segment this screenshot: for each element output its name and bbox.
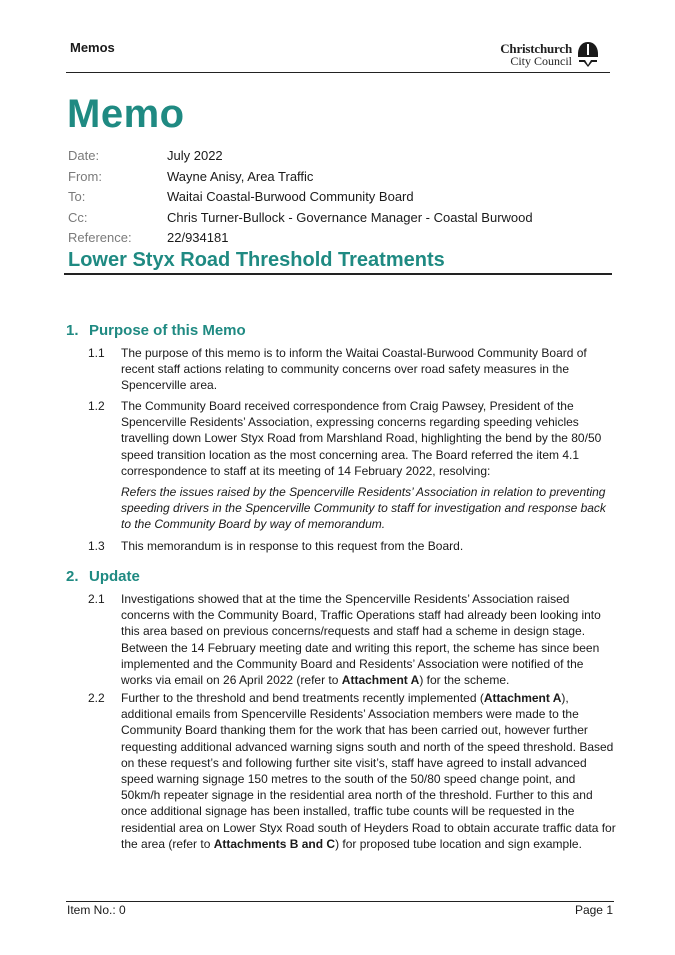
paragraph-number: 2.1 — [88, 592, 105, 606]
meta-row-from — [68, 167, 533, 188]
meta-label: Date: — [68, 148, 100, 163]
meta-value: Chris Turner-Bullock - Governance Manager - Coastal Burwood — [167, 209, 533, 225]
paragraph-text — [121, 690, 616, 852]
memo-heading: Memo — [67, 92, 185, 136]
paragraph-number: 2.2 — [88, 691, 105, 705]
section-number: 2. — [66, 568, 79, 585]
text-run: Investigations showed that at the time the Spencerville Residents’ Association raised concerns with the Community Board, Traffic Operations staff had already been looking into this area based on previous concerns/requests and staff had a scheme in design stage. Between the 14 February meeting date and writing this report, the scheme has since been implemented and the Community Board and Residents’ Association were notified of the works via email on 26 April 2022 (refer to — [121, 592, 601, 688]
paragraph-1-1 — [88, 345, 616, 394]
logo-line1: Christchurch — [500, 41, 572, 56]
section-heading-purpose — [66, 322, 246, 339]
footer-page-number: Page 1 — [574, 903, 613, 917]
meta-row-date — [68, 146, 533, 167]
paragraph-text: The purpose of this memo is to inform the Waitai Coastal-Burwood Community Board of recent staff actions relating to community concerns over road safety measures in the Spencerville area. — [121, 346, 587, 393]
paragraph-text: This memorandum is in response to this request from the Board. — [121, 539, 464, 553]
logo-line2: City Council — [510, 54, 572, 68]
paragraph-2-1 — [88, 591, 616, 688]
paragraph-1-3 — [88, 538, 616, 554]
paragraph-1-2 — [88, 398, 616, 479]
meta-value: July 2022 — [167, 148, 223, 163]
header-title: Memos — [70, 40, 115, 55]
text-run: ) for the scheme. — [419, 673, 510, 688]
resolution-quote: Refers the issues raised by the Spencerville Residents’ Association in relation to preventing speeding drivers in the Spencerville Community to staff for investigation and response back to the Community Board by way of memorandum. — [121, 485, 606, 532]
meta-label: Cc: — [68, 209, 88, 225]
text-run: ) for proposed tube location and sign example. — [335, 836, 582, 851]
meta-value: Waitai Coastal-Burwood Community Board — [167, 189, 414, 204]
attachment-ref: Attachments B and C — [213, 836, 336, 851]
meta-label: Reference: — [68, 230, 132, 245]
meta-row-cc — [68, 208, 533, 229]
paragraph-number: 1.1 — [88, 346, 105, 360]
paragraph-number: 1.3 — [88, 539, 105, 553]
council-logo — [498, 40, 602, 70]
memo-subject: Lower Styx Road Threshold Treatments — [68, 249, 445, 271]
cathedral-icon — [576, 41, 600, 67]
paragraph-2-2 — [88, 690, 616, 852]
subject-divider — [64, 273, 612, 275]
footer-item-no: Item No.: 0 — [67, 903, 126, 917]
meta-label: To: — [68, 189, 86, 204]
meta-label: From: — [68, 168, 102, 184]
footer-divider — [66, 901, 614, 902]
paragraph-text: The Community Board received correspondence from Craig Pawsey, President of the Spencerville Residents’ Association, expressing concerns regarding speeding vehicles travelling down Lower Styx Road from Marshland Road, highlighting the bend by the 80/50 speed transition location as the most concerning area. The Board referred the item 4.1 correspondence to staff at its meeting of 14 February 2022, resolving: — [121, 399, 602, 478]
section-number: 1. — [66, 322, 79, 339]
text-run: ), additional emails from Spencerville Residents’ Association members were made to the Community Board thanking them for the work that has been carried out, however further requesting additional advanced warning signs south and north of the speed threshold. Based on these request’s and following further site visit’s, staff have agreed to install advanced speed warning signage 150 metres to the south of the 50/80 speed change point, and 50km/h repeater signage in the residential area north of the threshold. Further to this and once additional signage has been installed, traffic tube counts will be requested in the residential area on Lower Styx Road south of Heyders Road to obtain accurate traffic data for the area (refer to — [121, 691, 616, 851]
paragraph-number: 1.2 — [88, 399, 105, 413]
section-heading-update — [66, 568, 140, 585]
header-divider — [66, 72, 610, 73]
section-title: Purpose of this Memo — [89, 322, 246, 339]
meta-value: 22/934181 — [167, 230, 229, 245]
text-run: Further to the threshold and bend treatments recently implemented ( — [121, 691, 484, 705]
meta-row-to — [68, 187, 533, 208]
meta-value: Wayne Anisy, Area Traffic — [167, 168, 314, 184]
paragraph-text — [121, 591, 616, 688]
memo-metadata — [68, 146, 533, 249]
attachment-ref: Attachment A — [341, 673, 420, 688]
attachment-ref: Attachment A — [483, 691, 562, 705]
meta-row-reference — [68, 228, 533, 249]
section-title: Update — [89, 568, 140, 585]
